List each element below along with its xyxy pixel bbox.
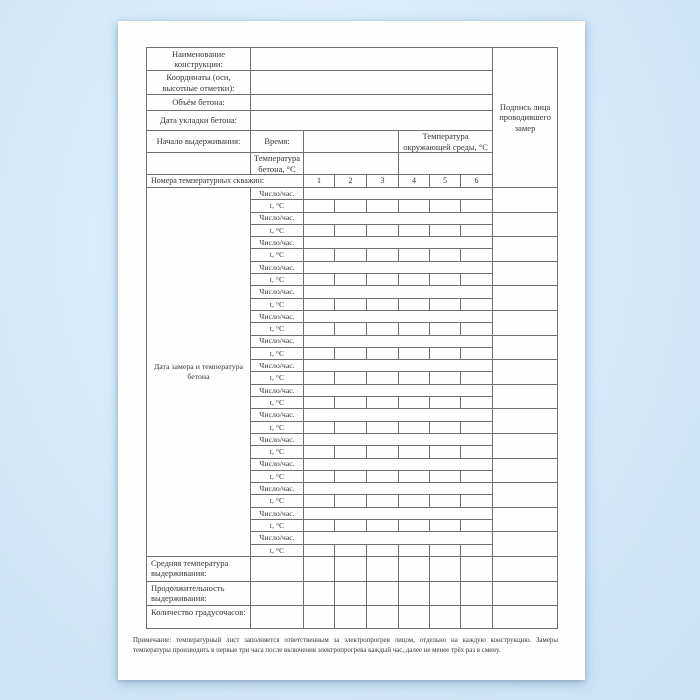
temp-entry-cell xyxy=(367,421,399,433)
temp-entry-cell xyxy=(367,224,399,236)
temp-entry-cell xyxy=(399,421,430,433)
temp-entry-cell xyxy=(367,520,399,532)
entry-cell xyxy=(304,605,335,628)
signature-cell xyxy=(493,360,558,385)
signature-cell xyxy=(493,532,558,557)
temp-entry-cell xyxy=(461,224,493,236)
entry-cell xyxy=(335,581,367,605)
entry-cell xyxy=(367,605,399,628)
temp-entry-cell xyxy=(399,298,430,310)
degree-hours-label: Количество градусочасов: xyxy=(147,605,251,628)
entry-cell xyxy=(399,605,430,628)
temp-entry-cell xyxy=(335,544,367,556)
date-hour-label: Число/час. xyxy=(251,212,304,224)
temp-entry-cell xyxy=(430,495,461,507)
signature-cell xyxy=(493,458,558,483)
header-body xyxy=(147,48,558,188)
temp-entry-cell xyxy=(399,249,430,261)
temp-entry-cell xyxy=(367,298,399,310)
entry-cell xyxy=(251,581,304,605)
temp-entry-cell xyxy=(461,274,493,286)
temp-entry-cell xyxy=(367,544,399,556)
measurements-body xyxy=(147,188,558,557)
temp-entry-cell xyxy=(399,446,430,458)
date-hour-entry-cell xyxy=(304,433,493,445)
concrete-temp-label: Температура бетона, °С xyxy=(251,153,304,175)
temp-entry-cell xyxy=(304,446,335,458)
temp-entry-cell xyxy=(304,249,335,261)
date-hour-entry-cell xyxy=(304,261,493,273)
temp-entry-cell xyxy=(430,544,461,556)
temp-entry-cell xyxy=(335,249,367,261)
date-hour-label: Число/час. xyxy=(251,483,304,495)
entry-cell xyxy=(430,556,461,581)
well-number: 5 xyxy=(430,175,461,188)
measurement-date-row xyxy=(147,188,558,200)
temp-entry-cell xyxy=(399,520,430,532)
entry-cell xyxy=(461,581,493,605)
temp-entry-cell xyxy=(304,274,335,286)
summary-body xyxy=(147,556,558,628)
coordinates-entry-cell xyxy=(251,71,493,95)
temp-entry-cell xyxy=(399,372,430,384)
temp-entry-cell xyxy=(367,323,399,335)
temp-entry-cell xyxy=(335,200,367,212)
date-hour-label: Число/час. xyxy=(251,360,304,372)
signature-column-header: Подпись лица проводившего замер xyxy=(493,48,558,188)
entry-cell xyxy=(493,556,558,581)
date-hour-entry-cell xyxy=(304,384,493,396)
signature-cell xyxy=(493,261,558,286)
signature-cell xyxy=(493,384,558,409)
temp-entry-cell xyxy=(461,520,493,532)
temp-entry-cell xyxy=(399,224,430,236)
signature-cell xyxy=(493,188,558,213)
date-hour-label: Число/час. xyxy=(251,310,304,322)
date-hour-label: Число/час. xyxy=(251,286,304,298)
temp-entry-cell xyxy=(304,372,335,384)
temp-label: t, °С xyxy=(251,470,304,482)
temp-entry-cell xyxy=(430,446,461,458)
table-row xyxy=(147,605,558,628)
temp-label: t, °С xyxy=(251,446,304,458)
date-hour-entry-cell xyxy=(304,286,493,298)
date-hour-label: Число/час. xyxy=(251,433,304,445)
temp-entry-cell xyxy=(461,323,493,335)
curing-start-label: Начало выдерживания: xyxy=(147,131,251,153)
date-hour-label: Число/час. xyxy=(251,458,304,470)
date-hour-entry-cell xyxy=(304,483,493,495)
temp-entry-cell xyxy=(335,520,367,532)
date-hour-entry-cell xyxy=(304,188,493,200)
temp-entry-cell xyxy=(399,323,430,335)
structure-name-entry-cell xyxy=(251,48,493,71)
date-hour-label: Число/час. xyxy=(251,237,304,249)
temp-label: t, °С xyxy=(251,200,304,212)
temp-label: t, °С xyxy=(251,421,304,433)
temp-entry-cell xyxy=(367,372,399,384)
temp-entry-cell xyxy=(461,249,493,261)
temp-entry-cell xyxy=(335,470,367,482)
entry-cell xyxy=(335,605,367,628)
date-hour-label: Число/час. xyxy=(251,335,304,347)
temp-entry-cell xyxy=(335,495,367,507)
temperature-log-table xyxy=(146,47,558,629)
table-row xyxy=(147,556,558,581)
date-hour-label: Число/час. xyxy=(251,261,304,273)
concrete-volume-label: Объём бетона: xyxy=(147,95,251,111)
temp-entry-cell xyxy=(335,372,367,384)
temp-entry-cell xyxy=(430,224,461,236)
concrete-volume-entry-cell xyxy=(251,95,493,111)
temp-entry-cell xyxy=(335,347,367,359)
temp-label: t, °С xyxy=(251,372,304,384)
temp-label: t, °С xyxy=(251,544,304,556)
temp-entry-cell xyxy=(367,470,399,482)
temp-entry-cell xyxy=(430,298,461,310)
coordinates-label: Координаты (оси, высотные отметки): xyxy=(147,71,251,95)
curing-duration-label: Продолжительность выдерживания: xyxy=(147,581,251,605)
entry-cell xyxy=(367,556,399,581)
entry-cell xyxy=(399,556,430,581)
temp-entry-cell xyxy=(335,397,367,409)
temp-entry-cell xyxy=(430,397,461,409)
temp-entry-cell xyxy=(399,397,430,409)
temp-label: t, °С xyxy=(251,298,304,310)
temp-entry-cell xyxy=(367,347,399,359)
temp-entry-cell xyxy=(335,323,367,335)
temp-entry-cell xyxy=(399,347,430,359)
date-hour-entry-cell xyxy=(304,507,493,519)
signature-cell xyxy=(493,212,558,237)
temp-entry-cell xyxy=(461,372,493,384)
entry-cell xyxy=(461,605,493,628)
signature-cell xyxy=(493,286,558,311)
temp-entry-cell xyxy=(367,446,399,458)
signature-cell xyxy=(493,483,558,508)
entry-cell xyxy=(430,581,461,605)
temp-entry-cell xyxy=(430,249,461,261)
empty-label-cell xyxy=(147,153,251,175)
entry-cell xyxy=(399,581,430,605)
time-label: Время: xyxy=(251,131,304,153)
temp-entry-cell xyxy=(304,298,335,310)
placement-date-entry-cell xyxy=(251,111,493,131)
temp-entry-cell xyxy=(304,520,335,532)
temp-label: t, °С xyxy=(251,323,304,335)
temp-entry-cell xyxy=(304,544,335,556)
date-hour-entry-cell xyxy=(304,212,493,224)
footnote: Примечание: температурный лист заполняется ответственным за электропрогрев лицом, отдельно на каждую конструкцию. Замеры температуры производить в первые три часа после включения электропрогрева каждый час, далее не менее трёх раз в смену. xyxy=(133,637,558,655)
well-number: 3 xyxy=(367,175,399,188)
temp-label: t, °С xyxy=(251,224,304,236)
date-hour-label: Число/час. xyxy=(251,384,304,396)
signature-cell xyxy=(493,335,558,360)
temp-entry-cell xyxy=(304,397,335,409)
well-numbers-label: Номера температурных скважин: xyxy=(147,175,304,188)
temp-entry-cell xyxy=(430,470,461,482)
signature-cell xyxy=(493,237,558,262)
entry-cell xyxy=(251,605,304,628)
temp-entry-cell xyxy=(461,421,493,433)
temp-entry-cell xyxy=(367,397,399,409)
well-number: 2 xyxy=(335,175,367,188)
temp-entry-cell xyxy=(335,446,367,458)
date-hour-label: Число/час. xyxy=(251,409,304,421)
table-row xyxy=(147,48,558,71)
date-hour-entry-cell xyxy=(304,237,493,249)
date-hour-label: Число/час. xyxy=(251,188,304,200)
signature-cell xyxy=(493,310,558,335)
temp-entry-cell xyxy=(304,347,335,359)
temp-label: t, °С xyxy=(251,397,304,409)
date-hour-label: Число/час. xyxy=(251,507,304,519)
signature-cell xyxy=(493,507,558,532)
temp-entry-cell xyxy=(367,495,399,507)
temp-entry-cell xyxy=(461,298,493,310)
temp-entry-cell xyxy=(430,274,461,286)
well-number: 6 xyxy=(461,175,493,188)
temp-entry-cell xyxy=(461,495,493,507)
temp-label: t, °С xyxy=(251,520,304,532)
structure-name-label: Наименование конструкции: xyxy=(147,48,251,71)
temp-entry-cell xyxy=(430,200,461,212)
concrete-temp-entry-cell xyxy=(304,153,399,175)
well-number: 4 xyxy=(399,175,430,188)
temp-entry-cell xyxy=(304,470,335,482)
entry-cell xyxy=(461,556,493,581)
temp-entry-cell xyxy=(430,421,461,433)
temp-entry-cell xyxy=(304,421,335,433)
date-hour-entry-cell xyxy=(304,310,493,322)
entry-cell xyxy=(493,581,558,605)
well-number: 1 xyxy=(304,175,335,188)
signature-cell xyxy=(493,433,558,458)
temp-entry-cell xyxy=(335,421,367,433)
temp-entry-cell xyxy=(335,224,367,236)
date-hour-entry-cell xyxy=(304,409,493,421)
temp-entry-cell xyxy=(367,249,399,261)
temp-entry-cell xyxy=(399,200,430,212)
temp-entry-cell xyxy=(367,200,399,212)
date-hour-entry-cell xyxy=(304,335,493,347)
temp-entry-cell xyxy=(304,323,335,335)
temp-entry-cell xyxy=(304,200,335,212)
ambient-temp-label: Температура окружающей среды, °С xyxy=(399,131,493,153)
temp-entry-cell xyxy=(430,372,461,384)
entry-cell xyxy=(304,581,335,605)
temp-entry-cell xyxy=(461,544,493,556)
placement-date-label: Дата укладки бетона: xyxy=(147,111,251,131)
time-entry-cell xyxy=(304,131,399,153)
temp-entry-cell xyxy=(399,544,430,556)
temp-entry-cell xyxy=(461,446,493,458)
temp-label: t, °С xyxy=(251,347,304,359)
date-hour-entry-cell xyxy=(304,532,493,544)
entry-cell xyxy=(367,581,399,605)
table-row xyxy=(147,581,558,605)
temp-entry-cell xyxy=(461,200,493,212)
entry-cell xyxy=(430,605,461,628)
date-hour-entry-cell xyxy=(304,360,493,372)
temp-label: t, °С xyxy=(251,274,304,286)
measurements-side-label: Дата замера и температура бетона xyxy=(147,188,251,557)
ambient-temp-entry-cell xyxy=(399,153,493,175)
temp-entry-cell xyxy=(367,274,399,286)
temp-entry-cell xyxy=(461,347,493,359)
temp-entry-cell xyxy=(461,397,493,409)
temp-entry-cell xyxy=(430,323,461,335)
date-hour-entry-cell xyxy=(304,458,493,470)
entry-cell xyxy=(335,556,367,581)
temp-entry-cell xyxy=(430,520,461,532)
document-page xyxy=(118,21,585,680)
temp-entry-cell xyxy=(335,298,367,310)
temp-entry-cell xyxy=(399,495,430,507)
temp-entry-cell xyxy=(461,470,493,482)
average-temp-label: Средняя температура выдерживания: xyxy=(147,556,251,581)
temp-entry-cell xyxy=(399,470,430,482)
temp-entry-cell xyxy=(430,347,461,359)
temp-entry-cell xyxy=(335,274,367,286)
temp-entry-cell xyxy=(399,274,430,286)
entry-cell xyxy=(493,605,558,628)
temp-label: t, °С xyxy=(251,249,304,261)
entry-cell xyxy=(251,556,304,581)
date-hour-label: Число/час. xyxy=(251,532,304,544)
signature-cell xyxy=(493,409,558,434)
entry-cell xyxy=(304,556,335,581)
temp-label: t, °С xyxy=(251,495,304,507)
temp-entry-cell xyxy=(304,495,335,507)
temp-entry-cell xyxy=(304,224,335,236)
